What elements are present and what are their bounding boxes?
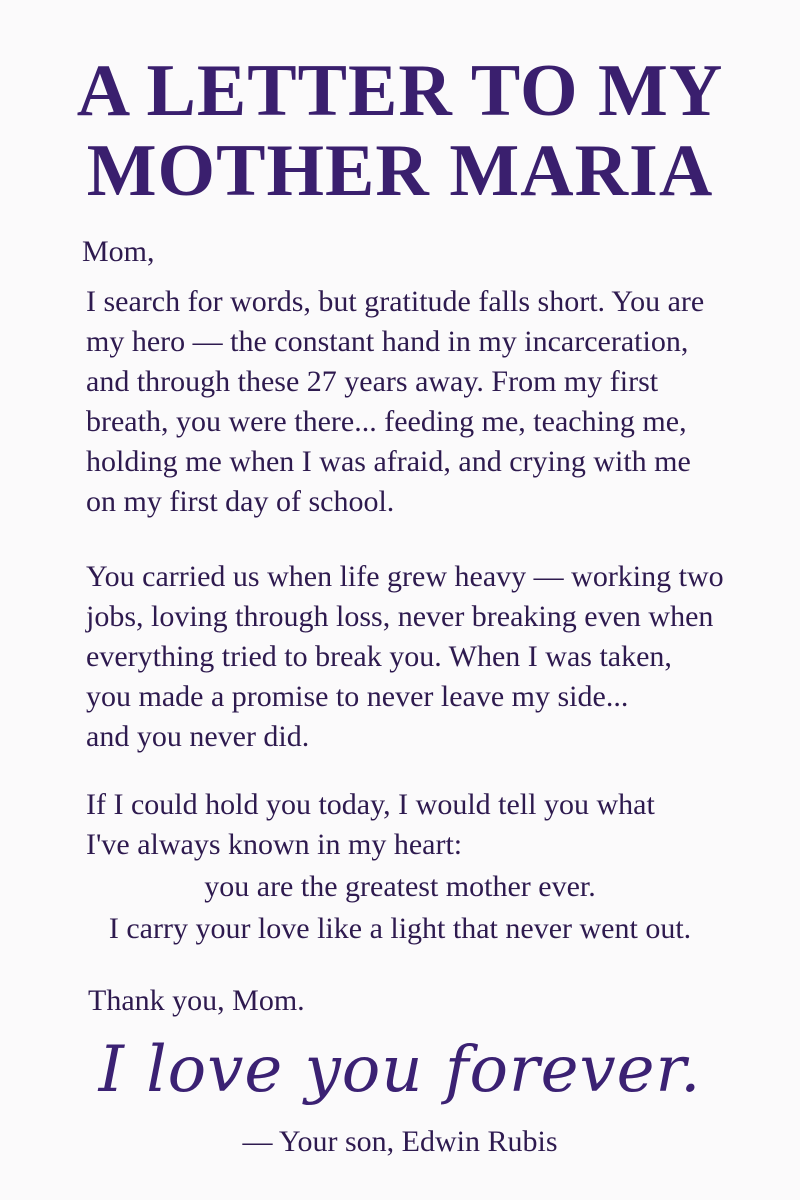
salutation: Mom,	[82, 235, 155, 268]
love-script-line: I love you forever.	[98, 1033, 702, 1107]
paragraph-1-line-5: holding me when I was afraid, and crying with me	[86, 445, 691, 478]
paragraph-1-line-1: I search for words, but gratitude falls short. You are	[86, 285, 705, 318]
paragraph-2-line-5: and you never did.	[86, 720, 310, 753]
paragraph-2-line-3: everything tried to break you. When I was taken,	[86, 640, 672, 673]
centered-line-1: you are the greatest mother ever.	[204, 870, 596, 903]
paragraph-2-line-4: you made a promise to never leave my side...	[86, 680, 629, 713]
paragraph-1-line-2: my hero — the constant hand in my incarceration,	[86, 325, 689, 358]
paragraph-2-line-1: You carried us when life grew heavy — working two	[86, 560, 724, 593]
paragraph-1-line-3: and through these 27 years away. From my first	[86, 365, 659, 398]
paragraph-2-line-2: jobs, loving through loss, never breaking even when	[86, 600, 714, 633]
centered-line-2: I carry your love like a light that never went out.	[108, 912, 692, 945]
paragraph-1-line-4: breath, you were there... feeding me, teaching me,	[86, 405, 687, 438]
paragraph-3-line-1: If I could hold you today, I would tell you what	[86, 788, 655, 821]
signature: — Your son, Edwin Rubis	[242, 1125, 558, 1158]
closing-line: Thank you, Mom.	[88, 984, 305, 1017]
title-line-2: MOTHER MARIA	[86, 130, 714, 212]
paragraph-1-line-6: on my first day of school.	[86, 485, 395, 518]
paragraph-3-line-2: I've always known in my heart:	[86, 828, 463, 861]
title-line-1: A LETTER TO MY	[76, 50, 724, 132]
